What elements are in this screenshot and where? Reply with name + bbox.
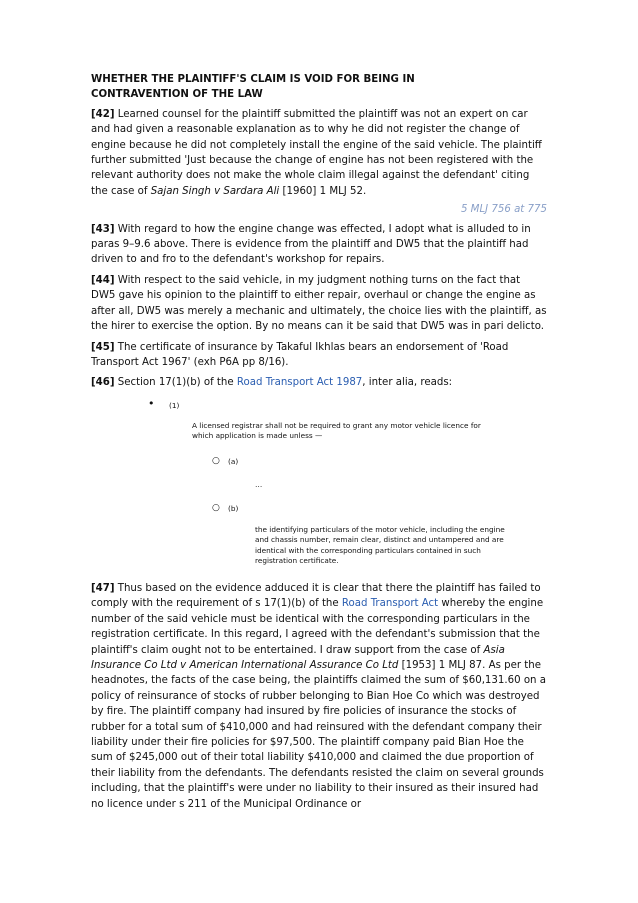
legislation-subtext: the identifying particulars of the motor vehicle, including the engine and chassis number, remain clear, distinct and untampered and are identical with the corresponding particulars contained in such registration certificate. <box>255 524 505 566</box>
paragraph-number: [43] <box>91 223 115 235</box>
case-citation: Sajan Singh v Sardara Ali <box>150 185 280 197</box>
heading-line-2: CONTRAVENTION OF THE LAW <box>91 89 263 101</box>
paragraph-text: , inter alia, reads: <box>362 377 453 389</box>
paragraph-47 <box>91 581 547 812</box>
paragraph-number: [44] <box>91 274 115 286</box>
paragraph-45 <box>91 340 547 371</box>
page-reference: 5 MLJ 756 at 775 <box>460 204 547 216</box>
document-page <box>91 72 547 817</box>
ellipsis-text: … <box>255 479 263 489</box>
circle-bullet-icon: ○ <box>212 502 220 513</box>
sub-list-item-a <box>91 456 547 472</box>
case-citation: Asia Insurance Co Ltd v American International Assurance Co Ltd <box>91 644 505 671</box>
paragraph-43 <box>91 222 547 268</box>
paragraph-46 <box>91 375 547 390</box>
paragraph-44 <box>91 273 547 335</box>
paragraph-text: Thus based on the evidence adduced it is clear that there the plaintiff has failed to comply with the requirement of s 17(1)(b) of the <box>91 582 541 610</box>
paragraph-text: Learned counsel for the plaintiff submitted the plaintiff was not an expert on car and had given a reasonable explanation as to why he did not register the change of engine because he did not completely install the engine of the said vehicle. The plaintiff further submitted 'Just because the change of engine has not been registered with the relevant authority does not make the whole claim illegal against the defendant' citing the case of <box>91 108 542 197</box>
paragraph-text: [1953] 1 MLJ 87. As per the headnotes, the facts of the case being, the plaintiffs claimed the sum of $60,131.60 on a policy of reinsurance of stocks of rubber belonging to Bian Hoe Co which was destroyed by fire. The plaintiff company had insured by fire policies of insurance the stocks of rubber for a total sum of $410,000 and had reinsured with the defendant company their liability under their fire policies for $97,500. The plaintiff company paid Bian Hoe the sum of $245,000 out of their total liability $410,000 and claimed the due proportion of their liability from the defendants. The defendants resisted the claim on several grounds including, that the plaintiff's were under no liability to their insured as their insured had no licence under s 211 of the Municipal Ordinance or <box>91 659 546 810</box>
paragraph-number: [46] <box>91 377 115 389</box>
statute-link[interactable]: Road Transport Act <box>341 598 439 610</box>
sub-item-label: (b) <box>228 503 239 513</box>
bullet-icon: • <box>148 396 155 410</box>
paragraph-text: The certificate of insurance by Takaful Ikhlas bears an endorsement of 'Road Transport Act 1967' (exh P6A pp 8/16). <box>91 341 509 368</box>
section-heading <box>91 72 547 103</box>
paragraph-text: [1960] 1 MLJ 52. <box>279 185 367 197</box>
paragraph-number: [42] <box>91 108 115 120</box>
sub-item-label: (a) <box>228 456 239 466</box>
paragraph-42 <box>91 107 547 199</box>
paragraph-text: With respect to the said vehicle, in my judgment nothing turns on the fact that DW5 gave his opinion to the plaintiff to either repair, overhaul or change the engine as after all, DW5 was merely a mechanic and ultimately, the choice lies with the plaintiff, as the hirer to exercise the option. By no means can it be said that DW5 was in pari delicto. <box>91 274 547 333</box>
legislation-extract <box>91 396 547 567</box>
paragraph-text: With regard to how the engine change was effected, I adopt what is alluded to in paras 9–9.6 above. There is evidence from the plaintiff and DW5 that the plaintiff had driven to and fro to the defendant's workshop for repairs. <box>91 223 531 266</box>
statute-link[interactable]: Road Transport Act 1987 <box>236 377 363 389</box>
heading-line-1: WHETHER THE PLAINTIFF'S CLAIM IS VOID FOR BEING IN <box>91 74 415 85</box>
legislation-text: A licensed registrar shall not be required to grant any motor vehicle licence for which application is made unless — <box>192 420 481 441</box>
paragraph-text: whereby the engine number of the said vehicle must be identical with the corresponding particulars in the registration certificate. In this regard, I agreed with the defendant's submission that the plaintiff's claim ought not to be entertained. I draw support from the case of <box>91 598 544 656</box>
paragraph-number: [47] <box>91 582 115 594</box>
list-item <box>91 396 547 419</box>
circle-bullet-icon: ○ <box>212 455 220 466</box>
paragraph-text: Section 17(1)(b) of the <box>114 377 237 389</box>
sub-list-item-b <box>91 503 547 519</box>
paragraph-number: [45] <box>91 341 115 353</box>
item-label: (1) <box>169 400 180 410</box>
